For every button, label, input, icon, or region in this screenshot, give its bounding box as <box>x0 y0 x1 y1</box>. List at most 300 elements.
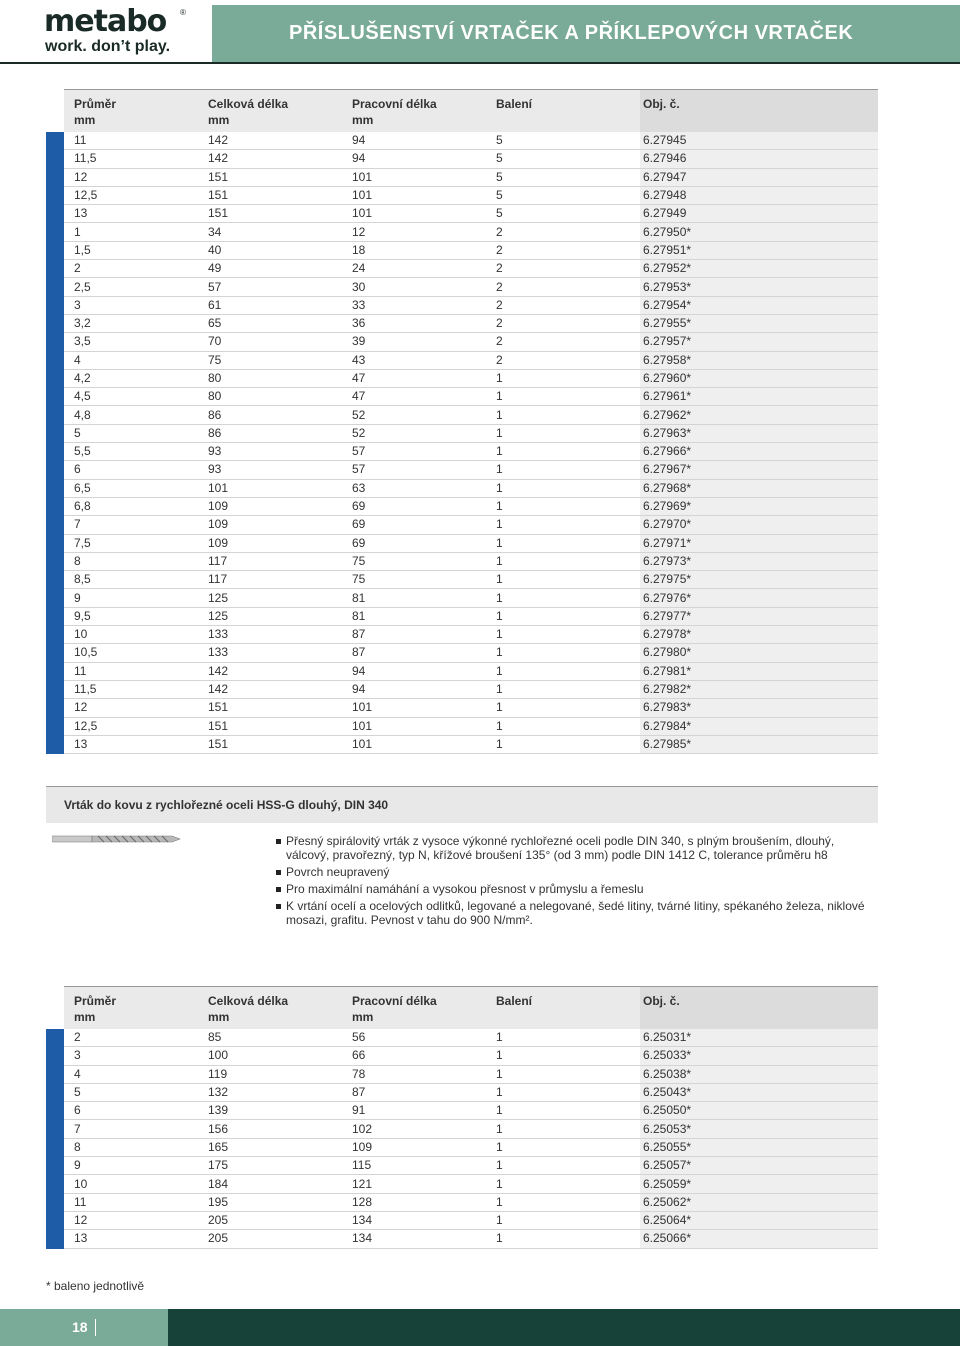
table-row <box>46 1120 878 1138</box>
footer-page-box <box>0 1309 168 1346</box>
table-row <box>46 1029 878 1047</box>
cell-diameter: 2 <box>64 260 208 278</box>
table-row <box>46 1175 878 1193</box>
cell-diameter: 6,8 <box>64 497 208 515</box>
cell-working-length: 39 <box>352 333 496 351</box>
cell-pack: 1 <box>496 1230 640 1248</box>
cell-working-length: 69 <box>352 497 496 515</box>
cell-total-length: 85 <box>208 1029 352 1047</box>
cell-order-no: 6.27978* <box>640 626 878 644</box>
cell-pack: 1 <box>496 461 640 479</box>
header-divider <box>0 62 960 64</box>
cell-total-length: 49 <box>208 260 352 278</box>
cell-diameter: 12 <box>64 699 208 717</box>
row-marker <box>46 314 64 332</box>
row-marker <box>46 1083 64 1101</box>
row-marker <box>46 296 64 314</box>
cell-working-length: 91 <box>352 1102 496 1120</box>
row-marker <box>46 680 64 698</box>
row-marker <box>46 516 64 534</box>
row-marker <box>46 1230 64 1248</box>
table-row <box>46 424 878 442</box>
cell-working-length: 87 <box>352 644 496 662</box>
cell-total-length: 93 <box>208 461 352 479</box>
table-row <box>46 552 878 570</box>
table-row <box>46 717 878 735</box>
cell-pack: 2 <box>496 351 640 369</box>
cell-pack: 1 <box>496 388 640 406</box>
cell-pack: 1 <box>496 443 640 461</box>
cell-working-length: 78 <box>352 1065 496 1083</box>
cell-pack: 1 <box>496 607 640 625</box>
cell-total-length: 156 <box>208 1120 352 1138</box>
cell-diameter: 7 <box>64 516 208 534</box>
table-row <box>46 1102 878 1120</box>
cell-working-length: 33 <box>352 296 496 314</box>
cell-working-length: 43 <box>352 351 496 369</box>
cell-pack: 2 <box>496 278 640 296</box>
cell-order-no: 6.27969* <box>640 497 878 515</box>
cell-order-no: 6.27946 <box>640 150 878 168</box>
cell-working-length: 24 <box>352 260 496 278</box>
cell-working-length: 57 <box>352 443 496 461</box>
cell-order-no: 6.27962* <box>640 406 878 424</box>
cell-pack: 2 <box>496 296 640 314</box>
table-row <box>46 1211 878 1229</box>
cell-total-length: 57 <box>208 278 352 296</box>
cell-diameter: 6 <box>64 461 208 479</box>
table-row <box>46 150 878 168</box>
cell-diameter: 4,8 <box>64 406 208 424</box>
cell-total-length: 109 <box>208 534 352 552</box>
cell-pack: 2 <box>496 333 640 351</box>
cell-pack: 2 <box>496 260 640 278</box>
table-row <box>46 1193 878 1211</box>
table-row <box>46 1047 878 1065</box>
cell-total-length: 151 <box>208 205 352 223</box>
row-marker <box>46 1211 64 1229</box>
cell-pack: 1 <box>496 1083 640 1101</box>
cell-pack: 1 <box>496 735 640 753</box>
row-marker <box>46 205 64 223</box>
cell-order-no: 6.27977* <box>640 607 878 625</box>
cell-diameter: 11,5 <box>64 150 208 168</box>
table-row <box>46 278 878 296</box>
row-marker <box>46 260 64 278</box>
table-row <box>46 388 878 406</box>
table-header-row <box>46 987 878 1030</box>
cell-pack: 1 <box>496 1065 640 1083</box>
cell-pack: 1 <box>496 717 640 735</box>
cell-total-length: 80 <box>208 388 352 406</box>
cell-order-no: 6.27976* <box>640 589 878 607</box>
table-row <box>46 296 878 314</box>
row-marker <box>46 644 64 662</box>
cell-total-length: 100 <box>208 1047 352 1065</box>
cell-total-length: 142 <box>208 150 352 168</box>
cell-diameter: 8 <box>64 1138 208 1156</box>
cell-total-length: 151 <box>208 717 352 735</box>
cell-order-no: 6.25062* <box>640 1193 878 1211</box>
cell-pack: 1 <box>496 1102 640 1120</box>
cell-order-no: 6.25033* <box>640 1047 878 1065</box>
cell-pack: 1 <box>496 424 640 442</box>
feature-item: Přesný spirálovitý vrták z vysoce výkonné rychlořezné oceli podle DIN 340, s plným broušením, dlouhý, válcový, pravořezný, typ N, křížové broušení 135° (od 3 mm) podle DIN 1412 C, tolerance průměru h8 <box>276 834 876 862</box>
row-marker <box>46 278 64 296</box>
cell-total-length: 205 <box>208 1211 352 1229</box>
cell-total-length: 165 <box>208 1138 352 1156</box>
cell-diameter: 2 <box>64 1029 208 1047</box>
cell-total-length: 205 <box>208 1230 352 1248</box>
cell-diameter: 13 <box>64 735 208 753</box>
cell-diameter: 12,5 <box>64 717 208 735</box>
cell-diameter: 10 <box>64 626 208 644</box>
feature-item: Povrch neupravený <box>276 865 876 879</box>
row-marker <box>46 1138 64 1156</box>
cell-order-no: 6.25059* <box>640 1175 878 1193</box>
cell-total-length: 184 <box>208 1175 352 1193</box>
cell-diameter: 12 <box>64 168 208 186</box>
section-header <box>46 786 878 823</box>
cell-diameter: 2,5 <box>64 278 208 296</box>
marker-header <box>46 987 64 1030</box>
cell-pack: 1 <box>496 1193 640 1211</box>
cell-working-length: 101 <box>352 186 496 204</box>
cell-order-no: 6.27966* <box>640 443 878 461</box>
row-marker <box>46 443 64 461</box>
feature-item: K vrtání ocelí a ocelových odlitků, legované a nelegované, šedé litiny, tvárné litiny, spékaného železa, niklové mosazi, grafitu. Pevnost v tahu do 900 N/mm². <box>276 899 876 927</box>
table-row <box>46 626 878 644</box>
col-diameter: Průměr mm <box>64 987 208 1030</box>
cell-diameter: 12 <box>64 1211 208 1229</box>
cell-pack: 1 <box>496 1120 640 1138</box>
cell-order-no: 6.27985* <box>640 735 878 753</box>
cell-working-length: 36 <box>352 314 496 332</box>
row-marker <box>46 150 64 168</box>
brand-logo <box>0 0 212 62</box>
table-row <box>46 589 878 607</box>
cell-diameter: 1,5 <box>64 241 208 259</box>
row-marker <box>46 424 64 442</box>
drill-bit-image <box>52 832 182 846</box>
cell-diameter: 4,2 <box>64 369 208 387</box>
cell-diameter: 4 <box>64 351 208 369</box>
col-working-length: Pracovní délka mm <box>352 987 496 1030</box>
cell-total-length: 151 <box>208 168 352 186</box>
footnote: * baleno jednotlivě <box>46 1279 145 1293</box>
cell-working-length: 109 <box>352 1138 496 1156</box>
cell-total-length: 125 <box>208 607 352 625</box>
row-marker <box>46 552 64 570</box>
cell-working-length: 47 <box>352 369 496 387</box>
table-row <box>46 534 878 552</box>
table-row <box>46 571 878 589</box>
cell-diameter: 4 <box>64 1065 208 1083</box>
col-order-no: Obj. č. <box>640 987 878 1030</box>
cell-order-no: 6.27945 <box>640 132 878 150</box>
cell-diameter: 3,5 <box>64 333 208 351</box>
row-marker <box>46 1120 64 1138</box>
cell-working-length: 75 <box>352 552 496 570</box>
cell-working-length: 87 <box>352 1083 496 1101</box>
row-marker <box>46 1175 64 1193</box>
cell-working-length: 66 <box>352 1047 496 1065</box>
cell-pack: 1 <box>496 479 640 497</box>
cell-total-length: 151 <box>208 186 352 204</box>
cell-pack: 5 <box>496 132 640 150</box>
cell-working-length: 102 <box>352 1120 496 1138</box>
row-marker <box>46 626 64 644</box>
row-marker <box>46 351 64 369</box>
row-marker <box>46 461 64 479</box>
cell-diameter: 11 <box>64 132 208 150</box>
cell-total-length: 175 <box>208 1157 352 1175</box>
page-header <box>0 0 960 64</box>
cell-pack: 1 <box>496 552 640 570</box>
cell-order-no: 6.27984* <box>640 717 878 735</box>
cell-total-length: 70 <box>208 333 352 351</box>
row-marker <box>46 388 64 406</box>
cell-total-length: 151 <box>208 699 352 717</box>
cell-order-no: 6.27975* <box>640 571 878 589</box>
cell-working-length: 121 <box>352 1175 496 1193</box>
table-row <box>46 168 878 186</box>
cell-order-no: 6.27980* <box>640 644 878 662</box>
cell-pack: 1 <box>496 1211 640 1229</box>
row-marker <box>46 406 64 424</box>
page-title: PŘÍSLUŠENSTVÍ VRTAČEK A PŘÍKLEPOVÝCH VRTAČEK <box>289 22 854 44</box>
cell-total-length: 65 <box>208 314 352 332</box>
table-row <box>46 735 878 753</box>
cell-diameter: 3 <box>64 296 208 314</box>
row-marker <box>46 717 64 735</box>
cell-pack: 1 <box>496 571 640 589</box>
cell-order-no: 6.25043* <box>640 1083 878 1101</box>
table-row <box>46 1230 878 1248</box>
logo-slogan: work. don’t play. <box>45 38 171 55</box>
cell-total-length: 142 <box>208 662 352 680</box>
cell-total-length: 75 <box>208 351 352 369</box>
cell-order-no: 6.27982* <box>640 680 878 698</box>
cell-diameter: 11,5 <box>64 680 208 698</box>
cell-diameter: 6 <box>64 1102 208 1120</box>
table-row <box>46 1138 878 1156</box>
table-row <box>46 333 878 351</box>
cell-total-length: 132 <box>208 1083 352 1101</box>
cell-total-length: 139 <box>208 1102 352 1120</box>
cell-total-length: 109 <box>208 497 352 515</box>
feature-item: Pro maximální namáhání a vysokou přesnost v průmyslu a řemeslu <box>276 882 876 896</box>
row-marker <box>46 1065 64 1083</box>
table-row <box>46 607 878 625</box>
table-row <box>46 662 878 680</box>
table-row <box>46 260 878 278</box>
cell-working-length: 69 <box>352 534 496 552</box>
cell-pack: 2 <box>496 314 640 332</box>
cell-pack: 1 <box>496 699 640 717</box>
cell-order-no: 6.27968* <box>640 479 878 497</box>
cell-order-no: 6.27953* <box>640 278 878 296</box>
cell-working-length: 75 <box>352 571 496 589</box>
cell-working-length: 52 <box>352 406 496 424</box>
table-row <box>46 644 878 662</box>
cell-total-length: 61 <box>208 296 352 314</box>
spec-table-2 <box>46 986 878 1249</box>
cell-order-no: 6.27949 <box>640 205 878 223</box>
cell-order-no: 6.25031* <box>640 1029 878 1047</box>
cell-working-length: 94 <box>352 150 496 168</box>
cell-diameter: 1 <box>64 223 208 241</box>
cell-order-no: 6.27954* <box>640 296 878 314</box>
cell-total-length: 142 <box>208 680 352 698</box>
cell-pack: 1 <box>496 534 640 552</box>
row-marker <box>46 589 64 607</box>
row-marker <box>46 168 64 186</box>
cell-total-length: 34 <box>208 223 352 241</box>
row-marker <box>46 1047 64 1065</box>
cell-pack: 5 <box>496 186 640 204</box>
table-row <box>46 680 878 698</box>
page-number: 18 <box>72 1319 88 1335</box>
cell-pack: 1 <box>496 1029 640 1047</box>
cell-working-length: 115 <box>352 1157 496 1175</box>
cell-order-no: 6.27960* <box>640 369 878 387</box>
cell-diameter: 9 <box>64 589 208 607</box>
feature-list <box>276 834 876 930</box>
cell-diameter: 10 <box>64 1175 208 1193</box>
cell-order-no: 6.25066* <box>640 1230 878 1248</box>
cell-order-no: 6.27970* <box>640 516 878 534</box>
cell-total-length: 119 <box>208 1065 352 1083</box>
cell-pack: 1 <box>496 497 640 515</box>
table-row <box>46 461 878 479</box>
row-marker <box>46 534 64 552</box>
cell-diameter: 12,5 <box>64 186 208 204</box>
col-pack: Balení <box>496 987 640 1030</box>
table-row <box>46 516 878 534</box>
row-marker <box>46 241 64 259</box>
cell-total-length: 93 <box>208 443 352 461</box>
cell-total-length: 133 <box>208 644 352 662</box>
cell-order-no: 6.27963* <box>640 424 878 442</box>
section-title: Vrták do kovu z rychlořezné oceli HSS-G dlouhý, DIN 340 <box>64 798 389 812</box>
table-row <box>46 223 878 241</box>
table-row <box>46 1083 878 1101</box>
cell-total-length: 40 <box>208 241 352 259</box>
cell-pack: 5 <box>496 205 640 223</box>
cell-total-length: 142 <box>208 132 352 150</box>
cell-working-length: 56 <box>352 1029 496 1047</box>
table-row <box>46 479 878 497</box>
cell-order-no: 6.25050* <box>640 1102 878 1120</box>
table-row <box>46 1065 878 1083</box>
row-marker <box>46 1157 64 1175</box>
cell-pack: 1 <box>496 1157 640 1175</box>
cell-order-no: 6.25038* <box>640 1065 878 1083</box>
cell-order-no: 6.27947 <box>640 168 878 186</box>
cell-pack: 1 <box>496 516 640 534</box>
cell-order-no: 6.27981* <box>640 662 878 680</box>
cell-diameter: 8,5 <box>64 571 208 589</box>
spec-table-1 <box>46 89 878 754</box>
cell-working-length: 18 <box>352 241 496 259</box>
row-marker <box>46 735 64 753</box>
cell-pack: 1 <box>496 1175 640 1193</box>
cell-diameter: 8 <box>64 552 208 570</box>
table-row <box>46 369 878 387</box>
table-row <box>46 205 878 223</box>
cell-diameter: 9,5 <box>64 607 208 625</box>
cell-order-no: 6.25055* <box>640 1138 878 1156</box>
cell-working-length: 63 <box>352 479 496 497</box>
cell-working-length: 81 <box>352 589 496 607</box>
table-header-row <box>46 90 878 133</box>
cell-working-length: 87 <box>352 626 496 644</box>
table-row <box>46 314 878 332</box>
cell-total-length: 86 <box>208 406 352 424</box>
cell-total-length: 80 <box>208 369 352 387</box>
logo-wordmark: metabo <box>44 4 167 39</box>
col-order-no: Obj. č. <box>640 90 878 133</box>
cell-order-no: 6.27957* <box>640 333 878 351</box>
cell-order-no: 6.27950* <box>640 223 878 241</box>
cell-working-length: 134 <box>352 1230 496 1248</box>
cell-pack: 1 <box>496 1047 640 1065</box>
cell-diameter: 5 <box>64 424 208 442</box>
row-marker <box>46 1102 64 1120</box>
table-row <box>46 351 878 369</box>
row-marker <box>46 132 64 150</box>
col-pack: Balení <box>496 90 640 133</box>
cell-order-no: 6.27955* <box>640 314 878 332</box>
cell-pack: 1 <box>496 406 640 424</box>
cell-pack: 2 <box>496 223 640 241</box>
table-row <box>46 406 878 424</box>
cell-diameter: 5 <box>64 1083 208 1101</box>
cell-total-length: 86 <box>208 424 352 442</box>
cell-working-length: 57 <box>352 461 496 479</box>
cell-working-length: 101 <box>352 168 496 186</box>
col-diameter: Průměr mm <box>64 90 208 133</box>
cell-order-no: 6.27948 <box>640 186 878 204</box>
table-row <box>46 132 878 150</box>
cell-total-length: 117 <box>208 571 352 589</box>
cell-diameter: 6,5 <box>64 479 208 497</box>
cell-pack: 5 <box>496 168 640 186</box>
col-working-length: Pracovní délka mm <box>352 90 496 133</box>
row-marker <box>46 607 64 625</box>
cell-diameter: 9 <box>64 1157 208 1175</box>
cell-working-length: 101 <box>352 717 496 735</box>
cell-total-length: 125 <box>208 589 352 607</box>
cell-order-no: 6.27971* <box>640 534 878 552</box>
col-total-length: Celková délka mm <box>208 987 352 1030</box>
cell-order-no: 6.27961* <box>640 388 878 406</box>
cell-pack: 1 <box>496 680 640 698</box>
cell-total-length: 133 <box>208 626 352 644</box>
table-row <box>46 497 878 515</box>
cell-order-no: 6.25064* <box>640 1211 878 1229</box>
cell-working-length: 94 <box>352 662 496 680</box>
cell-diameter: 5,5 <box>64 443 208 461</box>
cell-diameter: 7 <box>64 1120 208 1138</box>
cell-order-no: 6.25057* <box>640 1157 878 1175</box>
marker-header <box>46 90 64 133</box>
row-marker <box>46 479 64 497</box>
registered-mark: ® <box>180 8 186 17</box>
row-marker <box>46 497 64 515</box>
cell-working-length: 134 <box>352 1211 496 1229</box>
